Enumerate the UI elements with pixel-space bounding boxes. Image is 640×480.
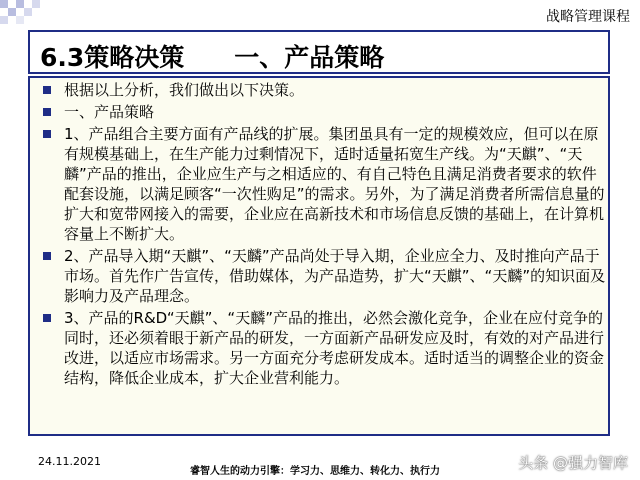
slide-date: 24.11.2021 [38,455,101,468]
footer-slogan: 睿智人生的动力引擎：学习力、思维力、转化力、执行力 [190,466,440,477]
bullet-text: 根据以上分析，我们做出以下决策。 [64,81,305,99]
bullet-item [38,246,606,306]
bullet-list [38,80,606,388]
slide-title-box [28,30,610,74]
bullet-text: 一、产品策略 [64,103,155,121]
bullet-text: 1、产品组合主要方面有产品线的扩展。集团虽具有一定的规模效应，但可以在原有规模基础上，在生产能力过剩情况下，适时适量拓宽生产线。为“天麒”、“天麟”产品的推出，企业应生产与之相适应的、有自己特色且满足消费者要求的软件配套设施，以满足顾客“一次性购足”的需求。另外，为了满足消费者所需信息量的扩大和宽带网接入的需要，企业应在高新技术和市场信息反馈的基础上，在计算机容量上不断扩大。 [64,125,605,243]
bullet-item [38,102,606,122]
square-bullet-icon [43,252,51,260]
bullet-item [38,308,606,388]
course-title: 战略管理课程 [546,9,630,25]
square-bullet-icon [43,108,51,116]
square-bullet-icon [43,130,51,138]
bullet-text: 3、产品的R&D“天麒”、“天麟”产品的推出，必然会激化竞争，企业在应付竞争的同时，还必须着眼于新产品的研发，一方面新产品研发应及时，有效的对产品进行改进，以适应市场需求。另一方面充分考虑研发成本。适时适当的调整企业的资金结构，降低企业成本，扩大企业营利能力。 [64,309,605,387]
slide-title: 6.3策略决策 一、产品策略 [40,43,385,72]
slide-content-box [28,76,610,436]
decorative-checker-pattern [0,0,64,26]
bullet-item [38,124,606,244]
square-bullet-icon [43,314,51,322]
bullet-item [38,80,606,100]
square-bullet-icon [43,86,51,94]
watermark: 头条 @强力智库 [518,454,628,472]
bullet-text: 2、产品导入期“天麒”、“天麟”产品尚处于导入期，企业应全力、及时推向产品于市场。首先作广告宣传，借助媒体，为产品造势，扩大“天麒”、“天麟”的知识面及影响力及产品理念。 [64,247,606,305]
